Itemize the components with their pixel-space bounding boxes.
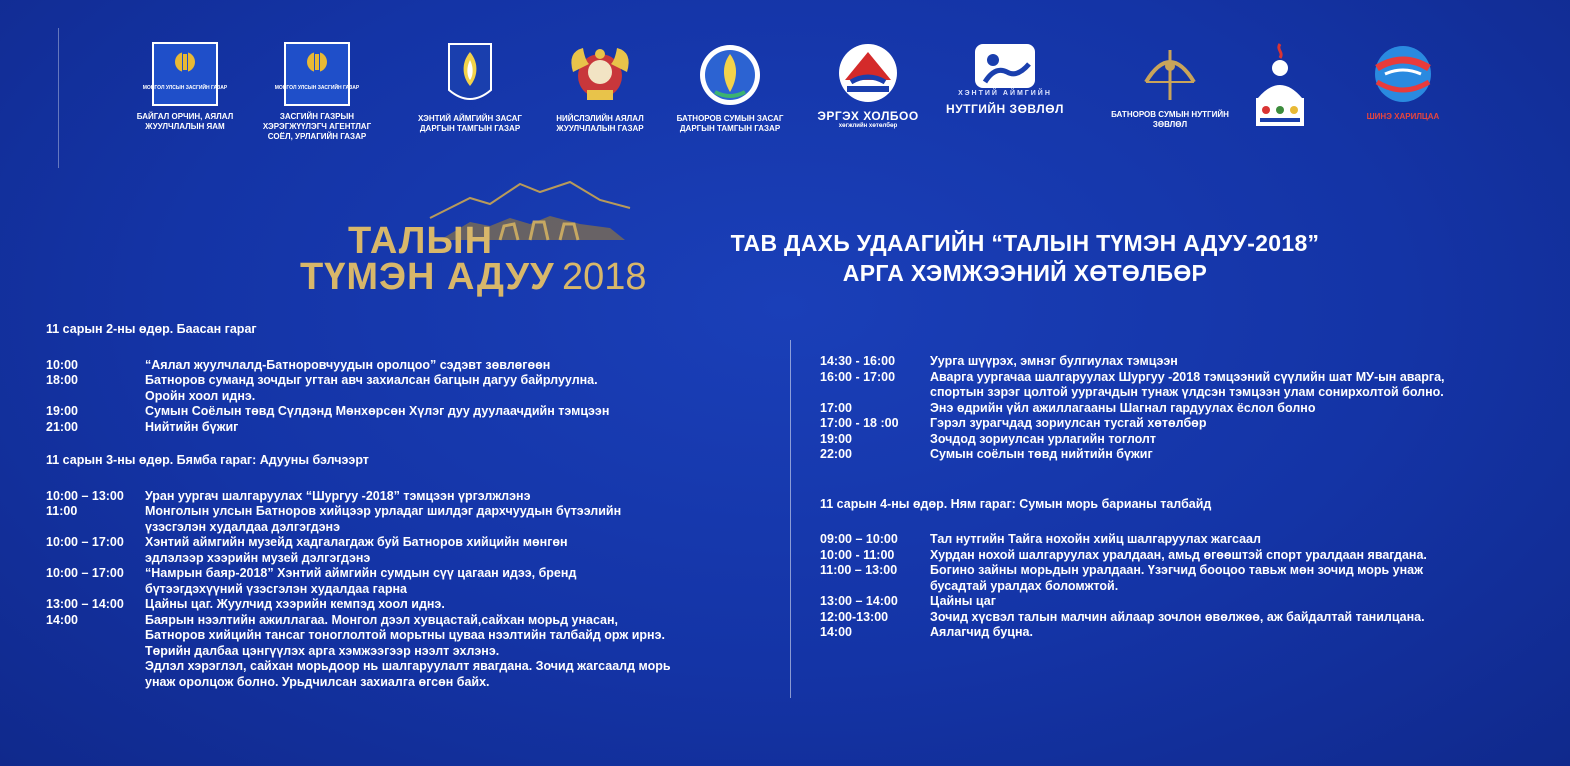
event-year: 2018: [562, 256, 647, 298]
schedule-desc: “Аялал жуулчлалд-Батноровчуудын оролцоо” сэдэвт зөвлөгөөн: [145, 357, 551, 372]
schedule-desc: Төрийн далбаа цэнгүүлэх арга хэмжээгээр нээлт эхлэнэ.: [145, 643, 500, 658]
schedule-desc: Тал нутгийн Тайга нохойн хийц шалгаруулах жагсаал: [930, 532, 1261, 546]
schedule-time: 13:00 – 14:00: [820, 594, 898, 608]
schedule-desc: Аварга уургачаа шалгаруулах Шургуу -2018 тэмцээний сүүлийн шат МУ-ын аварга,: [930, 369, 1445, 384]
schedule-row: [820, 447, 1520, 463]
schedule-row: [46, 373, 766, 389]
logo-caption: ШИНЭ ХАРИЛЦАА: [1366, 112, 1440, 121]
logo-khentii-council: [930, 42, 1080, 115]
logo-new-relations: [1348, 42, 1458, 122]
schedule-desc: Баярын нээлтийн ажиллагаа. Монгол дээл хувцастай,сайхан морьд унасан,: [145, 612, 619, 627]
event-logo: [300, 178, 660, 298]
logo-caption: ЗАСГИЙН ГАЗРЫН ХЭРЭГЖҮҮЛЭГЧ АГЕНТЛАГ СОЁЛ, УРЛАГИЙН ГАЗАР: [262, 112, 372, 141]
event-title-line2: ТҮМЭН АДУУ: [300, 256, 555, 298]
schedule-time: 10:00 – 17:00: [46, 535, 124, 549]
schedule-time: 17:00: [820, 400, 852, 415]
schedule-row: [46, 628, 766, 644]
schedule-row: [820, 579, 1520, 595]
ergekh-kholboo-logo-icon: [837, 42, 899, 104]
schedule-time: 17:00 - 18 :00: [820, 416, 899, 430]
schedule-row: [46, 566, 766, 582]
schedule-desc: спортын зэрэг цолтой уургачдын тунаж үлдсэн тэмцээн улам сонирхолтой болно.: [930, 385, 1444, 399]
schedule-desc: Гэрэл зурагчдад зориулсан тусгай хөтөлбөр: [930, 416, 1207, 430]
logo-caption: БАТНОРОВ СУМЫН ЗАСАГ ДАРГЫН ТАМГЫН ГАЗАР: [676, 114, 784, 133]
schedule-desc: Хурдан нохой шалгаруулах уралдаан, амьд өгөөштэй спорт уралдаан явагдана.: [930, 547, 1427, 562]
schedule-desc: Богино зайны морьдын уралдаан. Үзэгчид бооцоо тавьж мөн зочид морь унаж: [930, 563, 1423, 577]
logo-ergekh-kholboo: [803, 42, 933, 130]
schedule-desc: Батноров хийцийн тансаг тоноглолтой морьтны цуваа нээлтийн талбайд орж ирнэ.: [145, 628, 665, 642]
schedule-row: [46, 551, 766, 567]
schedule-row: [820, 532, 1520, 548]
schedule-row: [46, 644, 766, 660]
schedule-time: 21:00: [46, 419, 78, 434]
government-emblem-icon: [142, 42, 228, 106]
schedule-row: [46, 358, 766, 374]
government-emblem-icon-2: [274, 42, 360, 106]
schedule-desc: унаж оролцож болно. Урьдчилсан захиалга өгсөн байх.: [145, 674, 490, 689]
schedule-desc: Хэнтий аймгийн музейд хадгалагдаж буй Батноров хийцийн мөнгөн: [145, 535, 568, 549]
schedule-time: 13:00 – 14:00: [46, 597, 124, 611]
schedule-time: 14:00: [46, 612, 78, 627]
heading-line2: АРГА ХЭМЖЭЭНИЙ ХӨТӨЛБӨР: [842, 260, 1208, 286]
day-title: 11 сарын 2-ны өдөр. Баасан гараг: [46, 322, 257, 336]
logo-caption: БАТНОРОВ СУМЫН НУТГИЙН ЗӨВЛӨЛ: [1111, 110, 1229, 129]
schedule-time: 12:00-13:00: [820, 609, 889, 624]
schedule-row: [820, 432, 1520, 448]
logo-inner-text: МОНГОЛ УЛСЫН ЗАСГИЙН ГАЗАР: [142, 85, 228, 91]
schedule-desc: бусадтай уралдах боломжтой.: [930, 578, 1119, 593]
logo-caption: НИЙСЛЭЛИЙН АЯЛАЛ ЖУУЛЧЛАЛЫН ГАЗАР: [556, 114, 644, 133]
logo-small-caption: ХЭНТИЙ АЙМГИЙН: [958, 90, 1052, 97]
schedule-row: [820, 401, 1520, 417]
batnorov-bow-emblem-icon: [1138, 42, 1202, 104]
schedule-time: 09:00 – 10:00: [820, 532, 898, 546]
schedule-time: 16:00 - 17:00: [820, 369, 896, 384]
schedule-desc: үзэсгэлэн худалдаа дэлгэгдэнэ: [145, 519, 341, 534]
schedule-time: 19:00: [820, 431, 852, 446]
day-title: 11 сарын 4-ны өдөр. Ням гараг: Сумын морь барианы талбайд: [820, 496, 1212, 511]
schedule-row: [46, 420, 766, 436]
column-divider: [790, 340, 791, 698]
globe-logo-icon: [1371, 42, 1435, 106]
schedule-desc: Аялагчид буцна.: [930, 625, 1033, 639]
schedule-time: 14:00: [820, 625, 852, 639]
program-heading: [700, 228, 1350, 288]
schedule-row: [46, 582, 766, 598]
program-column-right: [820, 354, 1520, 641]
capital-emblem-icon: [563, 42, 637, 108]
day-title: 11 сарын 3-ны өдөр. Бямба гараг: Адууны бэлчээрт: [46, 453, 369, 467]
schedule-row: [46, 535, 766, 551]
schedule-desc: Цайны цаг: [930, 594, 996, 608]
schedule-row: [820, 385, 1520, 401]
schedule-row: [46, 613, 766, 629]
schedule-row: [820, 370, 1520, 386]
event-title-line1: ТАЛЫН: [348, 220, 494, 262]
schedule-desc: Сумын соёлын төвд нийтийн бүжиг: [930, 447, 1153, 461]
program-column-left: [46, 322, 766, 690]
logo-caption: ЭРГЭХ ХОЛБОО: [817, 109, 919, 123]
schedule-time: 22:00: [820, 447, 852, 461]
logo-ministry: [120, 42, 250, 132]
khentii-emblem-icon: [445, 42, 495, 108]
schedule-row: [46, 404, 766, 420]
schedule-row: [46, 389, 766, 405]
sponsor-logos: [136, 42, 1460, 162]
schedule-desc: Нийтийн бүжиг: [145, 419, 239, 434]
schedule-row: [820, 610, 1520, 626]
schedule-desc: бүтээгдэхүүний үзэсгэлэн худалдаа гарна: [145, 581, 407, 596]
schedule-desc: “Намрын баяр-2018” Хэнтий аймгийн сумдын сүү цагаан идээ, бренд: [145, 566, 577, 580]
schedule-desc: эдлэлээр хээрийн музей дэлгэгдэнэ: [145, 550, 371, 565]
soyombo-monument-icon: [1250, 42, 1310, 132]
schedule-desc: Сумын Соёлын төвд Сүлдэнд Мөнхөрсөн Хүлэг дуу дуулаачдийн тэмцээн: [145, 404, 610, 418]
schedule-row: [46, 597, 766, 613]
logo-caption: ХЭНТИЙ АЙМГИЙН ЗАСАГ ДАРГЫН ТАМГЫН ГАЗАР: [418, 114, 522, 133]
schedule-time: 10:00 - 11:00: [820, 547, 895, 562]
schedule-row: [46, 675, 766, 691]
schedule-row: [820, 563, 1520, 579]
logo-capital-tourism: [535, 42, 665, 134]
schedule-desc: Монголын улсын Батноров хийцээр урладаг шилдэг дархчуудын бүтээлийн: [145, 504, 622, 518]
logo-khentii: [405, 42, 535, 134]
schedule-row: [46, 520, 766, 536]
schedule-desc: Батноров суманд зочдыг угтан авч захиалсан багцын дагуу байрлуулна.: [145, 373, 598, 387]
schedule-desc: Уран уургач шалгаруулах “Шургуу -2018” тэмцээн үргэлжлэнэ: [145, 488, 531, 503]
schedule-time: 11:00 – 13:00: [820, 563, 898, 577]
schedule-row: [820, 625, 1520, 641]
khentii-council-logo-icon: [973, 42, 1037, 90]
schedule-time: 14:30 - 16:00: [820, 354, 896, 368]
schedule-desc: Эдлэл хэрэглэл, сайхан морьдоор нь шалгаруулалт явагдана. Зочид жагсаалд морь: [145, 659, 671, 673]
schedule-time: 19:00: [46, 404, 78, 418]
logo-caption: НУТГИЙН ЗӨВЛӨЛ: [946, 102, 1064, 116]
schedule-desc: Уурга шүүрэх, эмнэг булгиулах тэмцээн: [930, 354, 1178, 368]
schedule-row: [46, 489, 766, 505]
logo-culture-agency: [252, 42, 382, 142]
schedule-desc: Зочдод зориулсан урлагийн тоглолт: [930, 431, 1156, 446]
schedule-time: 18:00: [46, 373, 78, 387]
logo-monument: [1230, 42, 1330, 132]
schedule-row: [820, 354, 1520, 370]
schedule-desc: Зочид хүсвэл талын малчин айлаар зочлон өвөлжөө, аж байдалтай танилцана.: [930, 609, 1425, 624]
logo-subcaption: хөгжлийн хөтөлбөр: [838, 123, 898, 129]
logo-caption: БАЙГАЛ ОРЧИН, АЯЛАЛ ЖУУЛЧЛАЛЫН ЯАМ: [136, 112, 234, 131]
schedule-row: [820, 416, 1520, 432]
logo-batnorov-office: [665, 42, 795, 134]
divider: [58, 28, 59, 168]
schedule-row: [820, 548, 1520, 564]
logo-batnorov-council: [1105, 42, 1235, 130]
schedule-row: [820, 594, 1520, 610]
schedule-desc: Цайны цаг. Жуулчид хээрийн кемпэд хоол иднэ.: [145, 597, 445, 611]
schedule-row: [46, 504, 766, 520]
schedule-row: [46, 659, 766, 675]
schedule-time: 10:00: [46, 357, 78, 372]
schedule-time: 10:00 – 13:00: [46, 488, 124, 503]
schedule-time: 10:00 – 17:00: [46, 566, 124, 580]
heading-line1: ТАВ ДАХЬ УДААГИЙН “ТАЛЫН ТҮМЭН АДУУ-2018”: [730, 230, 1320, 256]
schedule-time: 11:00: [46, 504, 78, 518]
schedule-desc: Оройн хоол иднэ.: [145, 388, 256, 403]
batnorov-round-emblem-icon: [697, 42, 763, 108]
logo-inner-text: МОНГОЛ УЛСЫН ЗАСГИЙН ГАЗАР: [274, 85, 360, 91]
schedule-desc: Энэ өдрийн үйл ажиллагааны Шагнал гардуулах ёслол болно: [930, 400, 1316, 415]
